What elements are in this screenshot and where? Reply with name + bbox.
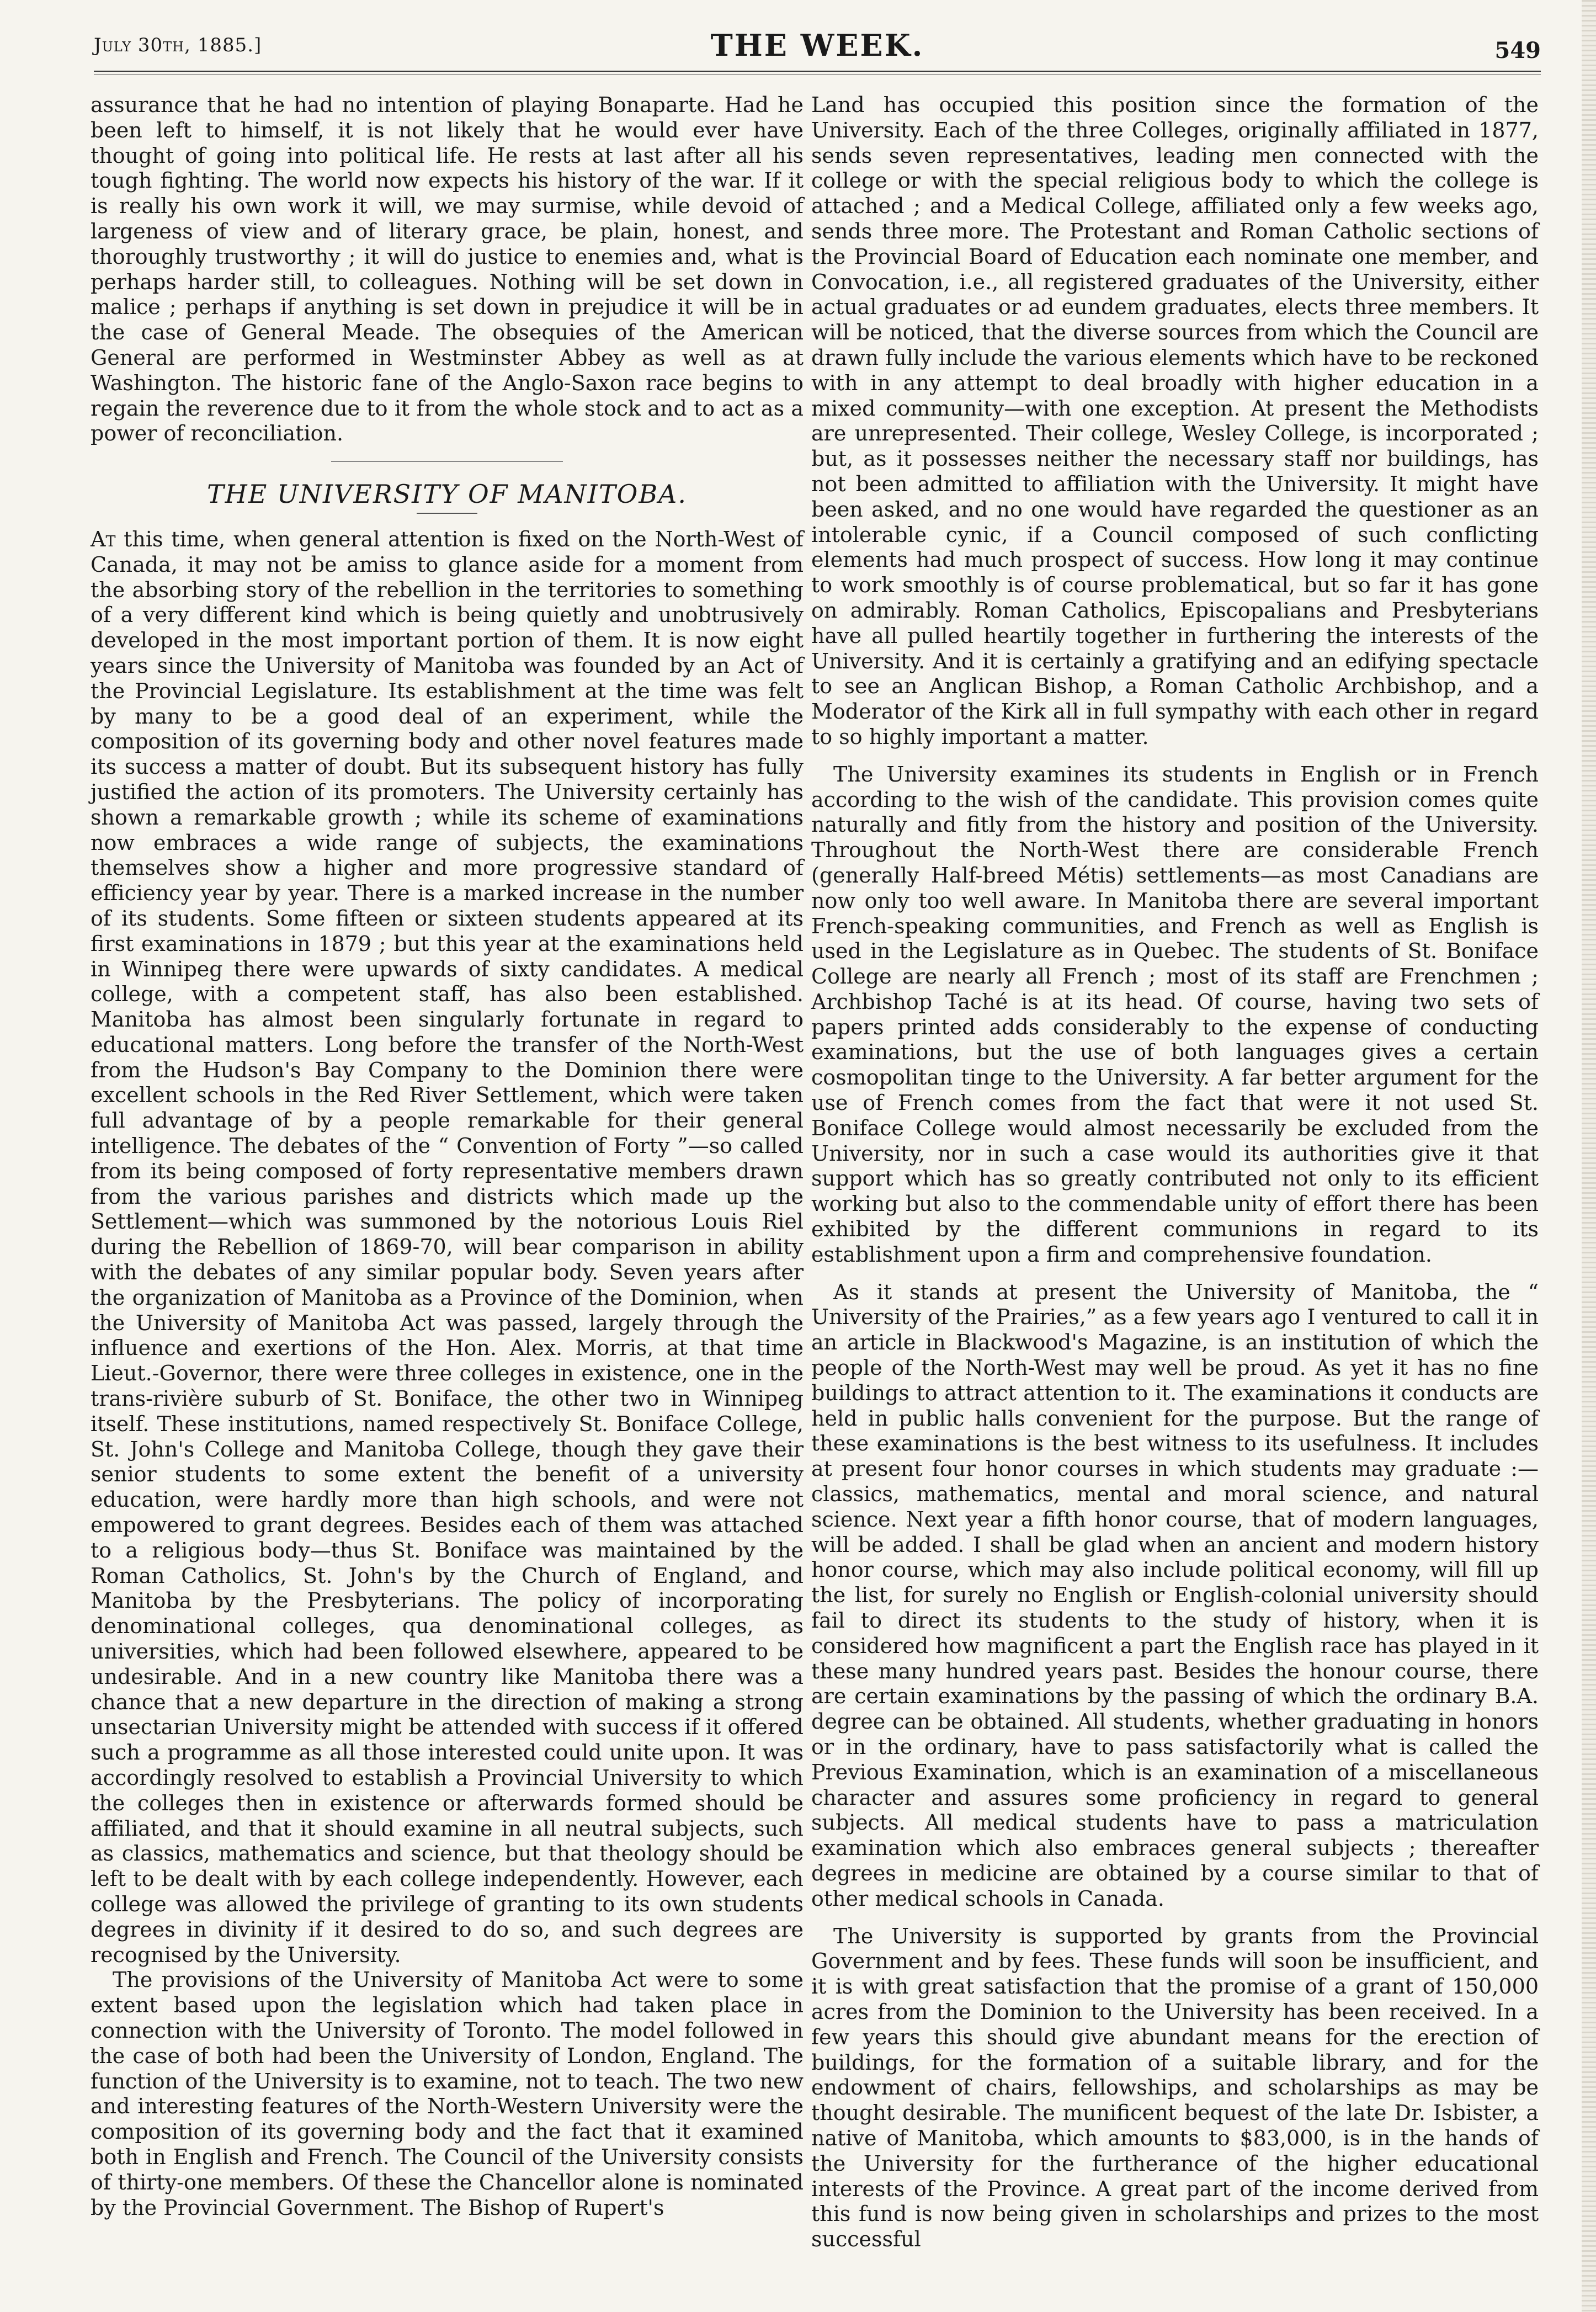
page-number: 549 xyxy=(1494,38,1541,63)
paragraph-gap xyxy=(811,750,1539,762)
section-separator xyxy=(331,461,563,462)
article-paragraph-3: Land has occupied this position since the formation of the University. Each of the three Colleges, originally affiliated in 1877, sends seven representatives, leading men connected with the college or with the special religious body to which the college is attached ; and a Medical College, affiliated only a few weeks ago, sends three more. The Protestant and Roman Catholic sections of the Provincial Board of Education each nominate one member, and Convocation, i.e., all registered graduates of the University, either actual graduates or ad eundem graduates, elects three members. It will be noticed, that the diverse sources from which the Council are drawn fully include the various elements which have to be reckoned with in any attempt to deal broadly with higher education in a mixed community—with one exception. At present the Methodists are unrepresented. Their college, Wesley College, is incorporated ; but, as it possesses neither the necessary staff nor buildings, has not been admitted to affiliation with the University. It might have been asked, and no one would have regarded the questioner as an intolerable cynic, if a Council composed of such conflicting elements had much prospect of success. How long it may continue to work smoothly is of course problematical, but so far it has gone on admirably. Roman Catholics, Episcopalians and Presbyterians have all pulled heartily together in furthering the interests of the University. And it is certainly a gratifying and an edifying spectacle to see an Anglican Bishop, a Roman Catholic Archbishop, and a Moderator of the Kirk all in full sympathy with each other in regard to so highly important a matter. xyxy=(811,93,1539,749)
article-paragraph-2: The provisions of the University of Manitoba Act were to some extent based upon the legislation which had taken place in connection with the University of Toronto. The model followed in the case of both had been the University of London, England. The function of the University is to examine, not to teach. The two new and interesting features of the North-Western University were the composition of its governing body and the fact that it examined both in English and French. The Council of the University consists of thirty-one members. Of these the Chancellor alone is nominated by the Provincial Government. The Bishop of Rupert's xyxy=(91,1968,804,2220)
drop-word: At xyxy=(91,527,116,551)
article-paragraph-5: As it stands at present the University of Manitoba, the “ University of the Prairies,” as a few years ago I ventured to call it in an article in Blackwood's Magazine, is an institution of which the people of the North-West may well be proud. As yet it has no fine buildings to attract attention to it. The examinations it conducts are held in public halls convenient for the purpose. But the range of these examinations is the best witness to its usefulness. It includes at present four honor courses in which students may graduate :—classics, mathematics, mental and moral science, and natural science. Next year a fifth honor course, that of modern languages, will be added. I shall be glad when an ancient and modern history honor course, which may also include political economy, will fill up the list, for surely no English or English-colonial university should fail to direct its students to the study of history, when it is considered how magnificent a part the English race has played in it these many hundred years past. Besides the honour course, there are certain examinations by the passing of which the ordinary B.A. degree can be obtained. All students, whether graduating in honors or in the ordinary, have to pass satisfactorily what is called the Previous Examination, which is an examination of a miscellaneous character and assures some proficiency in regard to general subjects. All medical students have to pass a matriculation examination which also embraces general subjects ; thereafter degrees in medicine are obtained by a course similar to that of other medical schools in Canada. xyxy=(811,1279,1539,1911)
scan-edge xyxy=(1582,0,1596,2312)
header-rule xyxy=(94,71,1541,75)
paragraph-gap xyxy=(811,1912,1539,1924)
left-column xyxy=(91,93,804,2220)
paragraph-gap xyxy=(811,1268,1539,1280)
right-column xyxy=(811,93,1539,2252)
title-rule xyxy=(417,513,477,514)
continued-paragraph: assurance that he had no intention of playing Bonaparte. Had he been left to himself, it is not likely that he would ever have thought of going into political life. He rests at last after all his tough fighting. The world now expects his history of the war. If it is really his own work it will, we may surmise, while devoid of largeness of view and of literary grace, be plain, honest, and thoroughly trustworthy ; it will do justice to enemies and, what is perhaps harder still, to colleagues. Nothing will be set down in malice ; perhaps if anything is set down in prejudice it will be in the case of General Meade. The obsequies of the American General are performed in Westminster Abbey as well as at Washington. The historic fane of the Anglo-Saxon race begins to regain the reverence due to it from the whole stock and to act as a power of reconciliation. xyxy=(91,93,804,446)
article-paragraph-6: The University is supported by grants from the Provincial Government and by fees. These funds will soon be insufficient, and it is with great satisfaction that the promise of a grant of 150,000 acres from the Dominion to the University has been received. In a few years this should give abundant means for the erection of buildings, for the formation of a suitable library, and for the endowment of chairs, fellowships, and scholarships as may be thought desirable. The munificent bequest of the late Dr. Isbister, a native of Manitoba, which amounts to $83,000, is in the hands of the University for the furtherance of the higher educational interests of the Province. A great part of the income derived from this fund is now being given in scholarships and prizes to the most successful xyxy=(811,1923,1539,2252)
publication-title: THE WEEK. xyxy=(710,28,924,63)
article-title: THE UNIVERSITY OF MANITOBA. xyxy=(206,479,687,509)
article-paragraph-1-text: this time, when general attention is fixed on the North-West of Canada, it may not be amiss to glance aside for a moment from the absorbing story of the rebellion in the territories to something of a very different kind which is being quietly and unobtrusively developed in the most important portion of them. It is now eight years since the University of Manitoba was founded by an Act of the Provincial Legislature. Its establishment at the time was felt by many to be a good deal of an experiment, while the composition of its governing body and other novel features made its success a matter of doubt. But its subsequent history has fully justified the action of its promoters. The University certainly has shown a remarkable growth ; while its scheme of examinations now embraces a wide range of subjects, the examinations themselves show a higher and more progressive standard of efficiency year by year. There is a marked increase in the number of its students. Some fifteen or sixteen students appeared at its first examinations in 1879 ; but this year at the examinations held in Winnipeg there were upwards of sixty candidates. A medical college, with a competent staff, has also been established. Manitoba has almost been singularly fortunate in regard to educational matters. Long before the transfer of the North-West from the Hudson's Bay Company to the Dominion there were excellent schools in the Red River Settlement, which were taken full advantage of by a people remarkable for their general intelligence. The debates of the “ Convention of Forty ”—so called from its being composed of forty representative members drawn from the various parishes and districts which made up the Settlement—which was summoned by the notorious Louis Riel during the Rebellion of 1869-70, will bear comparison in ability with the debates of any similar popular body. Seven years after the organization of Manitoba as a Province of the Dominion, when the University of Manitoba Act was passed, largely through the influence and exertions of the Hon. Alex. Morris, at that time Lieut.-Governor, there were three colleges in existence, one in the trans-rivière suburb of St. Boniface, the other two in Winnipeg itself. These institutions, named respectively St. Boniface College, St. John's College and Manitoba College, though they gave their senior students to some extent the benefit of a university education, were hardly more than high schools, and were not empowered to grant degrees. Besides each of them was attached to a religious body—thus St. Boniface was maintained by the Roman Catholics, St. John's by the Church of England, and Manitoba by the Presbyterians. The policy of incorporating denominational colleges, qua denominational colleges, as universities, which had been followed elsewhere, appeared to be undesirable. And in a new country like Manitoba there was a chance that a new departure in the direction of making a strong unsectarian University might be attended with success if it offered such a programme as all those interested could unite upon. It was accordingly resolved to establish a Provincial University to which the colleges then in existence or afterwards formed should be affiliated, and that it should examine in all neutral subjects, such as classics, mathematics and science, but that theology should be left to be dealt with by each college independently. However, each college was allowed the privilege of granting to its own students degrees in divinity if it desired to do so, and such degrees are recognised by the University. xyxy=(91,527,804,1967)
page-header xyxy=(94,28,1541,75)
article-paragraph-1 xyxy=(91,527,804,1968)
article-paragraph-4: The University examines its students in English or in French according to the wish of the candidate. This provision comes quite naturally and fitly from the history and position of the University. Throughout the North-West there are considerable French (generally Half-breed Métis) settlements—as most Canadians are now only too well aware. In Manitoba there are several important French-speaking communities, and French as well as English is used in the Legislature as in Quebec. The students of St. Boniface College are nearly all French ; most of its staff are Frenchmen ; Archbishop Taché is at its head. Of course, having two sets of papers printed adds considerably to the expense of conducting examinations, but the use of both languages gives a certain cosmopolitan tinge to the University. A far better argument for the use of French comes from the fact that were it not used St. Boniface College would almost necessarily be excluded from the University, nor in such a case would its authorities give it that support which has so greatly contributed not only to its efficient working but also to the commendable unity of effort there has been exhibited by the different communions in regard to its establishment upon a firm and comprehensive foundation. xyxy=(811,762,1539,1267)
issue-date: July 30th, 1885.] xyxy=(94,34,262,56)
